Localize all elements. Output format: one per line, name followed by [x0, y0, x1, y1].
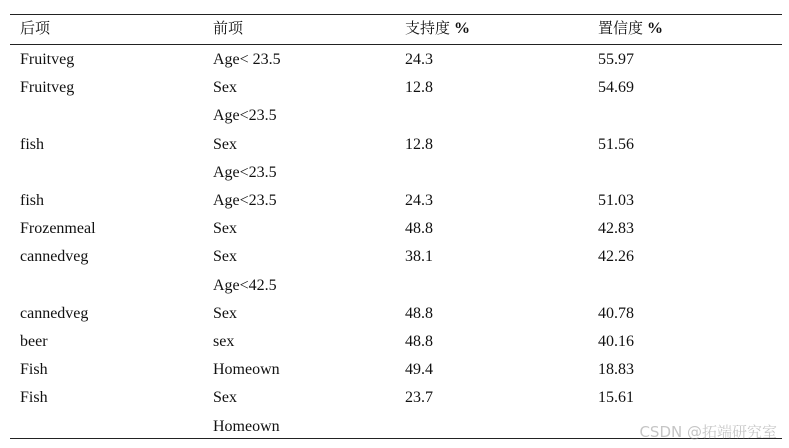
cell-antecedent: Sex [213, 220, 237, 238]
header-confidence [598, 18, 663, 39]
cell-confidence: 51.56 [598, 135, 634, 153]
table-row [10, 191, 782, 219]
table-header-row [10, 18, 782, 42]
cell-consequent: Fruitveg [20, 51, 75, 68]
cell-confidence: 42.26 [598, 248, 634, 266]
cell-antecedent: Sex [213, 248, 237, 266]
cell-support: 12.8 [405, 135, 433, 153]
cell-antecedent: Age<42.5 [213, 276, 277, 294]
cell-support: 12.8 [405, 79, 433, 97]
table-row [10, 276, 782, 304]
header-confidence-percent: % [647, 20, 664, 37]
cell-antecedent: Sex [213, 304, 237, 322]
watermark-text: CSDN @拓端研究室 [639, 423, 777, 441]
header-support-label: 支持度 [405, 19, 451, 37]
header-antecedent: 前项 [213, 19, 244, 37]
header-confidence-label: 置信度 [598, 19, 644, 37]
table-row [10, 388, 782, 416]
cell-support: 24.3 [405, 192, 433, 209]
cell-antecedent: Age<23.5 [213, 163, 277, 181]
cell-antecedent: Sex [213, 79, 237, 97]
cell-confidence: 18.83 [598, 361, 634, 379]
table-row [10, 135, 782, 163]
cell-antecedent: sex [213, 333, 235, 350]
cell-support: 23.7 [405, 389, 433, 407]
table-row [10, 163, 782, 191]
header-consequent: 后项 [20, 19, 51, 37]
cell-antecedent: Age< 23.5 [213, 51, 281, 68]
cell-consequent: cannedveg [20, 304, 89, 322]
cell-consequent: Frozenmeal [20, 220, 96, 238]
header-support-percent: % [454, 20, 471, 37]
table-header-rule [10, 44, 782, 45]
cell-antecedent: Homeown [213, 417, 280, 435]
table-row [10, 106, 782, 134]
cell-support: 24.3 [405, 51, 433, 68]
cell-consequent: Fish [20, 361, 48, 379]
table-row [10, 360, 782, 388]
cell-support: 48.8 [405, 304, 433, 322]
cell-antecedent: Age<23.5 [213, 107, 277, 125]
cell-confidence: 42.83 [598, 220, 634, 238]
table-top-rule [10, 14, 782, 15]
table-row [10, 304, 782, 332]
cell-consequent: fish [20, 192, 44, 209]
cell-consequent: cannedveg [20, 248, 89, 266]
cell-support: 38.1 [405, 248, 433, 266]
cell-consequent: Fish [20, 389, 48, 407]
cell-confidence: 55.97 [598, 51, 634, 68]
table-row [10, 50, 782, 78]
cell-consequent: Fruitveg [20, 79, 75, 97]
cell-consequent: fish [20, 135, 44, 153]
cell-antecedent: Sex [213, 135, 237, 153]
cell-support: 48.8 [405, 333, 433, 350]
table-row [10, 219, 782, 247]
table-row [10, 78, 782, 106]
table-row [10, 247, 782, 275]
cell-antecedent: Sex [213, 389, 237, 407]
cell-confidence: 40.16 [598, 333, 634, 350]
cell-support: 49.4 [405, 361, 433, 379]
cell-antecedent: Age<23.5 [213, 192, 277, 209]
header-support [405, 18, 470, 39]
cell-confidence: 54.69 [598, 79, 634, 97]
cell-confidence: 15.61 [598, 389, 634, 407]
cell-consequent: beer [20, 333, 48, 350]
cell-confidence: 51.03 [598, 192, 634, 209]
cell-support: 48.8 [405, 220, 433, 238]
cell-antecedent: Homeown [213, 361, 280, 379]
table-row [10, 332, 782, 360]
cell-confidence: 40.78 [598, 304, 634, 322]
